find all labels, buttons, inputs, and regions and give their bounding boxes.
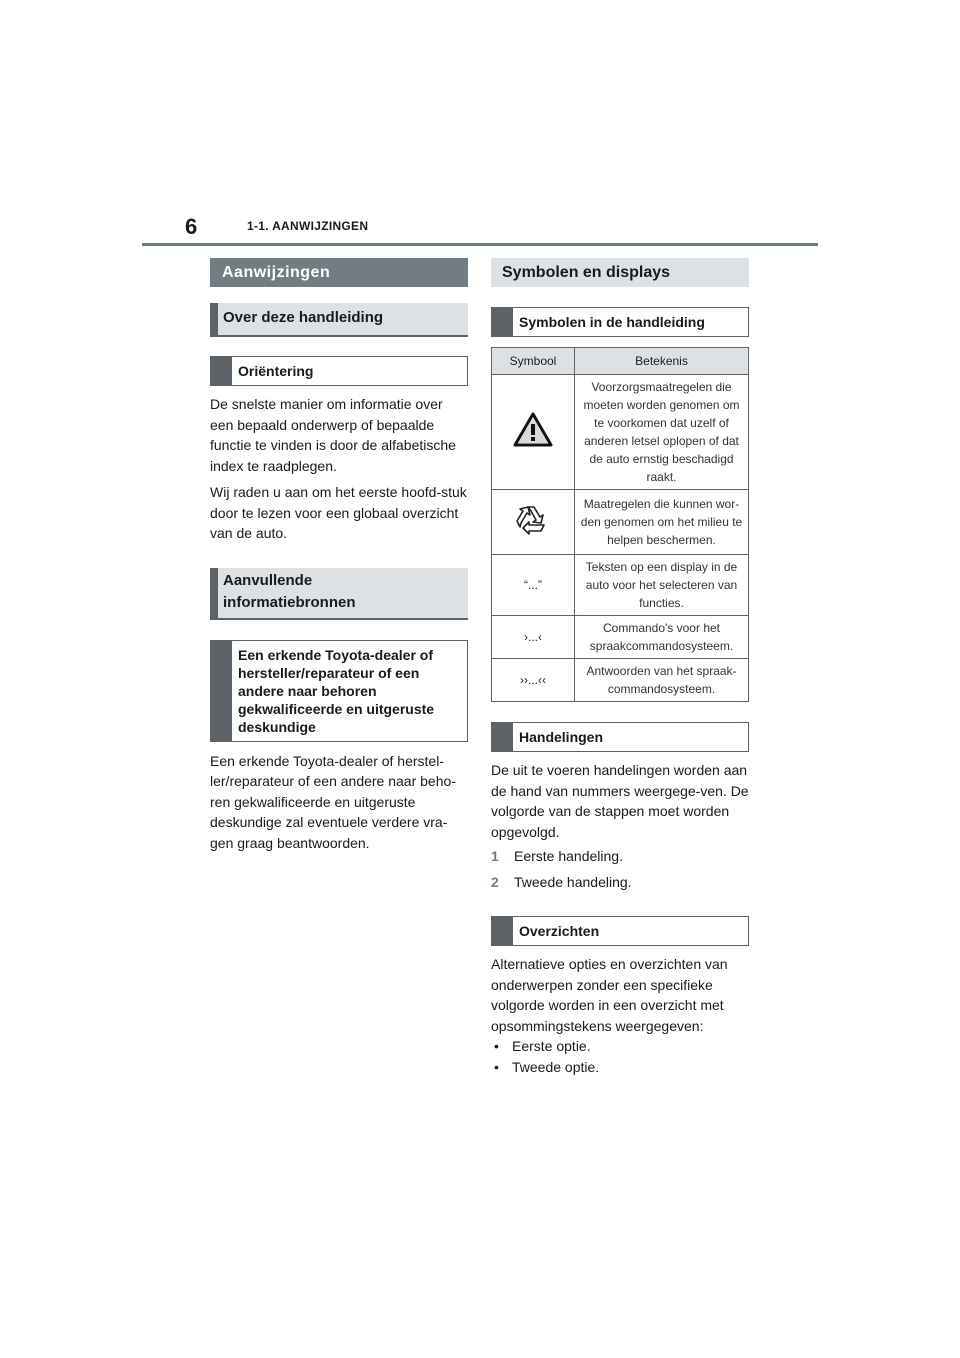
table-row	[492, 490, 749, 555]
topic-title: Oriëntering	[238, 363, 314, 379]
paragraph: De uit te voeren handelingen worden aan de hand van nummers weergege-ven. De volgorde van de stappen moet worden opgevolgd.	[491, 762, 749, 840]
topic-overzichten	[491, 916, 749, 946]
meaning-cell: Commando's voor het spraakcommandosysteem.	[575, 616, 749, 659]
symbols-table	[491, 347, 749, 702]
topic-handelingen	[491, 722, 749, 752]
table-header	[492, 348, 749, 375]
column-header-meaning: Betekenis	[575, 348, 749, 375]
step-number: 2	[491, 874, 499, 890]
meaning-cell: Antwoorden van het spraak-commandosysteem.	[575, 659, 749, 702]
meaning-cell: Maatregelen die kunnen wor-den genomen om het milieu te helpen beschermen.	[575, 490, 749, 555]
table-row	[492, 616, 749, 659]
header-rule	[142, 243, 818, 246]
section-title-symbolen: Symbolen en displays	[491, 258, 749, 287]
topic-title: Symbolen in de handleiding	[519, 314, 705, 330]
symbol-text: “...”	[492, 555, 575, 616]
subsection-title-handleiding: Over deze handleiding	[210, 303, 468, 337]
step-text: Eerste handeling.	[514, 848, 623, 864]
step-text: Tweede handeling.	[514, 874, 632, 890]
meaning-cell: Voorzorgsmaatregelen die moeten worden genomen om te voorkomen dat uzelf of anderen letsel oplopen of dat de auto ernstig beschadigd raakt.	[575, 375, 749, 490]
page-number: 6	[185, 214, 198, 239]
section-title-aanwijzingen: Aanwijzingen	[210, 258, 468, 287]
list-item: • Tweede optie.	[491, 1057, 749, 1078]
subsection-title-bronnen: Aanvullende informatiebronnen	[210, 568, 468, 620]
warning-triangle-icon	[513, 437, 553, 451]
right-column	[491, 258, 749, 1077]
list-item-text: Tweede optie.	[512, 1058, 600, 1075]
table-row	[492, 375, 749, 490]
list-item-text: Eerste optie.	[512, 1038, 591, 1054]
column-header-symbol: Symbool	[492, 348, 575, 375]
topic-dealer	[210, 640, 468, 742]
paragraph: De snelste manier om informatie over een bepaald onderwerp of bepaalde functie te vinden is door de alfabetische index te raadplegen.	[210, 396, 456, 474]
paragraph: Wij raden u aan om het eerste hoofd-stuk door te lezen voor een globaal overzicht van de auto.	[210, 484, 467, 541]
paragraph: Een erkende Toyota-dealer of herstel-ler/reparateur of een andere naar beho-ren gekwalificeerde en uitgeruste deskundige zal eventuele verdere vra-gen graag beantwoorden.	[210, 752, 456, 851]
recycle-icon	[514, 528, 552, 542]
symbol-text: ›...‹	[492, 616, 575, 659]
symbol-text: ››...‹‹	[492, 659, 575, 702]
topic-title: Handelingen	[519, 729, 604, 745]
step-item	[491, 872, 749, 892]
topic-title: Een erkende Toyota-dealer of hersteller/reparateur of een andere naar behoren gekwalificeerde en uitgeruste deskundige	[238, 646, 435, 735]
topic-orientering	[210, 356, 468, 386]
table-row	[492, 659, 749, 702]
meaning-cell: Teksten op een display in de auto voor het selecteren van functies.	[575, 555, 749, 616]
step-number: 1	[491, 848, 499, 864]
left-column	[210, 258, 468, 853]
topic-title: Overzichten	[519, 923, 600, 939]
list-item: • Eerste optie.	[491, 1036, 749, 1057]
paragraph: Alternatieve opties en overzichten van onderwerpen zonder een specifieke volgorde worden in een overzicht met opsommingstekens weergegeven:	[491, 956, 728, 1034]
topic-symbolen	[491, 307, 749, 337]
chapter-title: 1-1. AANWIJZINGEN	[247, 219, 369, 233]
step-item	[491, 846, 749, 866]
table-row	[492, 555, 749, 616]
